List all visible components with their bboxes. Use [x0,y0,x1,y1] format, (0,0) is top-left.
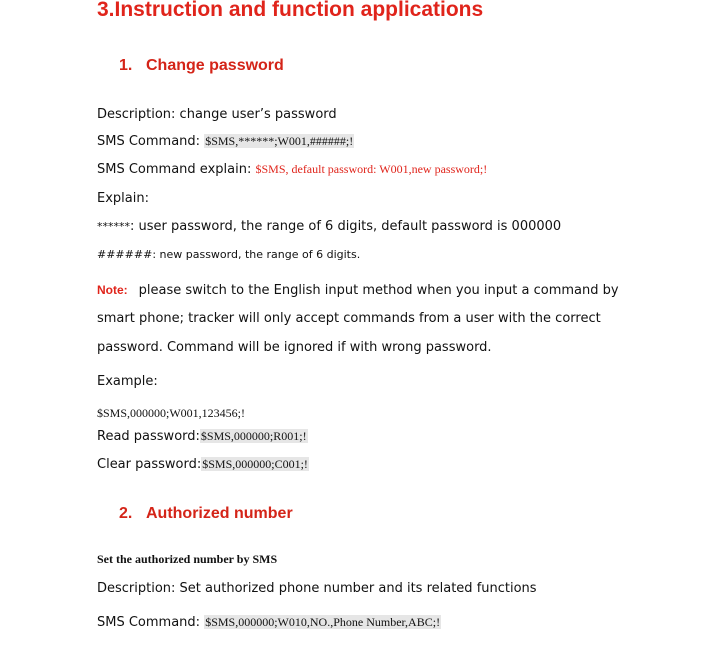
note-line-1 [97,283,619,298]
user-password-explain [97,219,561,234]
note-line-3: password. Command will be ignored if with wrong password. [97,340,492,355]
description-text: Description: change user’s password [97,107,337,122]
sms-command-line [97,134,354,149]
clear-password-code: $SMS,000000;C001;! [202,457,308,471]
section-heading-authorized-number [119,505,293,523]
star-text: : user password, the range of 6 digits, default password is 000000 [130,219,562,234]
sms-command-code: $SMS,******;W001,######;! [205,134,354,148]
example-code: $SMS,000000;W001,123456;! [97,406,246,420]
read-password-label: Read password: [97,429,200,444]
section-number: 2. [119,505,133,522]
note-text-1: please switch to the English input method when you input a command by [138,283,619,298]
explain-heading: Explain: [97,191,149,206]
example-line [96,402,246,421]
read-password-line [97,429,308,444]
sms-command-code: $SMS,000000;W010,NO.,Phone Number,ABC;! [205,615,441,629]
new-password-explain [97,248,360,261]
section-title: Authorized number [146,505,293,522]
sms-command-line [97,615,441,630]
section-number: 1. [119,57,133,74]
sms-command-label: SMS Command: [97,134,201,149]
star-code: ****** [97,220,130,233]
hash-code: ###### [97,248,153,261]
section-title: Change password [146,57,284,74]
section-heading-change-password [119,57,284,75]
note-line-2: smart phone; tracker will only accept commands from a user with the correct [97,311,601,326]
page-heading: 3.Instruction and function applications [97,0,484,21]
sms-command-label: SMS Command: [97,615,201,630]
hash-text: : new password, the range of 6 digits. [152,248,361,261]
sms-explain-label: SMS Command explain: [97,162,252,177]
sms-explain-line [97,162,487,177]
sub-heading: Set the authorized number by SMS [97,552,278,566]
clear-password-line [97,457,309,472]
description-text: Description: Set authorized phone number and its related functions [97,581,537,596]
sms-explain-code: $SMS, default password: W001,new password;! [255,162,488,176]
clear-password-label: Clear password: [97,457,202,472]
read-password-code: $SMS,000000;R001;! [200,429,307,443]
example-label: Example: [97,374,158,389]
note-label: Note: [97,283,128,297]
